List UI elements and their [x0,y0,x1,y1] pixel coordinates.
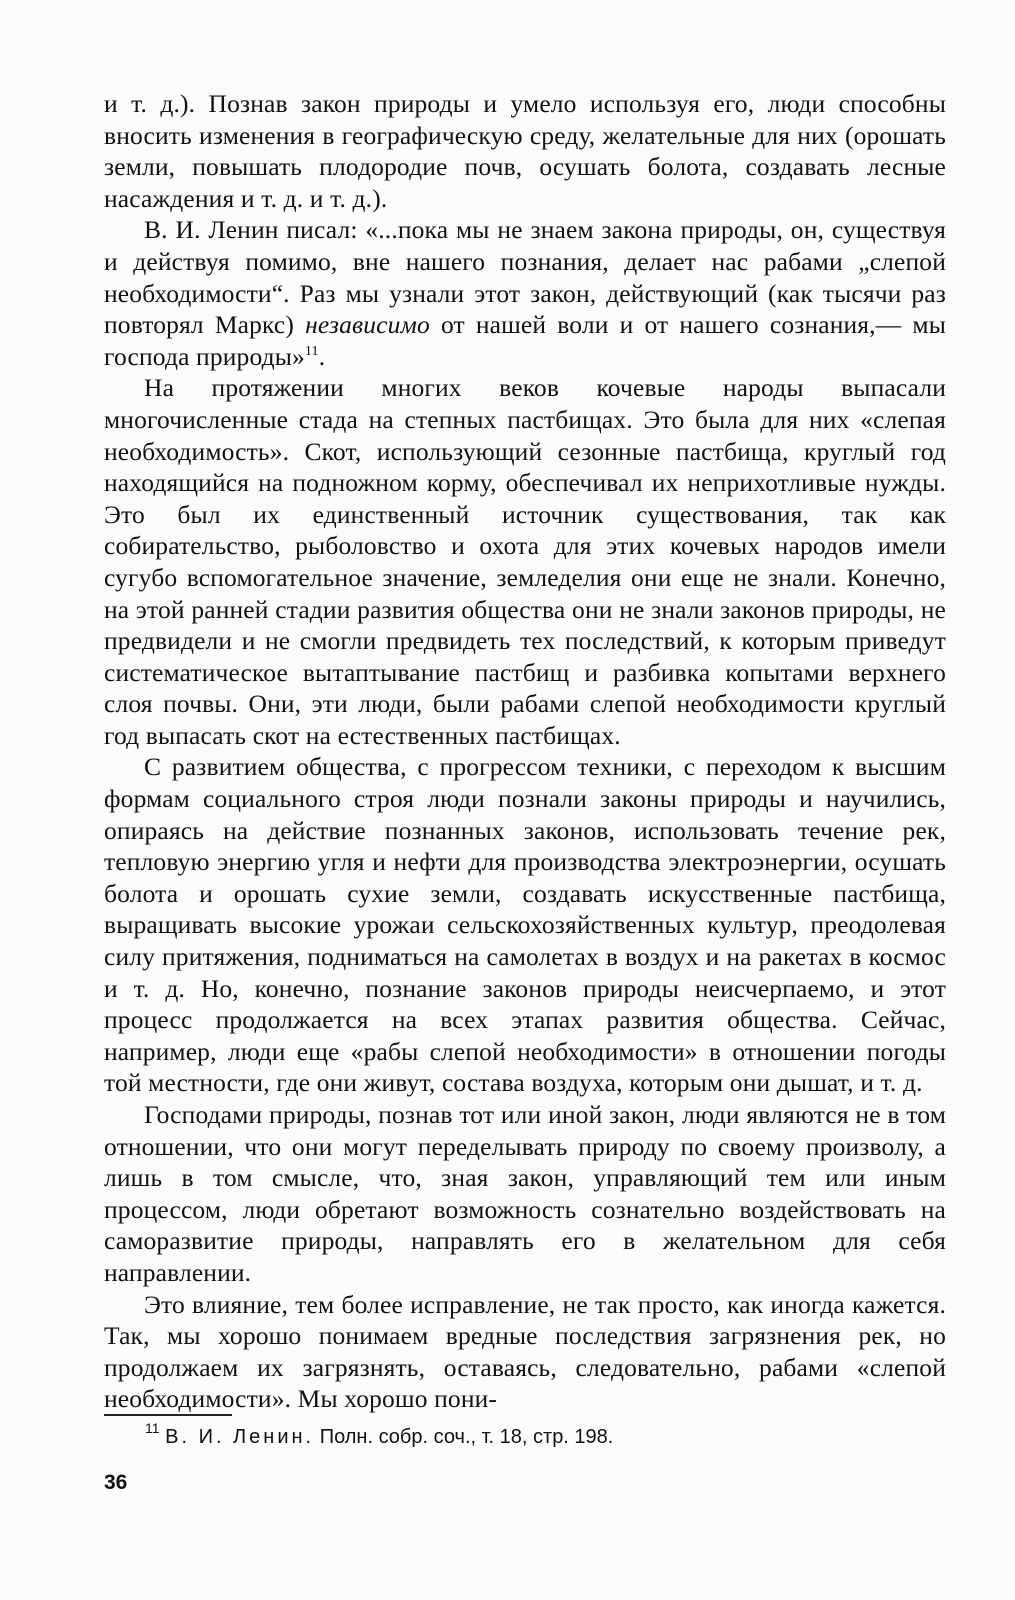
footnote-author: В. И. Ленин. [165,1426,315,1448]
paragraph-2 [104,214,946,372]
paragraph-3: На протяжении многих веков кочевые народы выпасали многочисленные стада на степных пастбищах. Это была для них «слепая необходимость». Скот, использующий сезонные пастбища, круглый год находящийся на подножном корму, обеспечивал их неприхотливые нужды. Это был их единственный источник существования, так как собирательство, рыболовство и охота для этих кочевых народов имели сугубо вспомогательное значение, земледелия они еще не знали. Конечно, на этой ранней стадии развития общества они не знали законов природы, не предвидели и не смогли предвидеть тех последствий, к которым приведут систематическое вытаптывание пастбищ и разбивка копытами верхнего слоя почвы. Они, эти люди, были рабами слепой необходимости круглый год выпасать скот на естественных пастбищах. [104,373,946,750]
paragraph-4: С развитием общества, с прогрессом техники, с переходом к высшим формам социального строя люди познали законы природы и научились, опираясь на действие познанных законов, использовать течение рек, тепловую энергию угля и нефти для производства электроэнергии, осушать болота и орошать сухие земли, создавать искусственные пастбища, выращивать высокие урожаи сельскохозяйственных культур, преодолевая силу притяжения, подниматься на самолетах в воздух и на ракетах в космос и т. д. Но, конечно, познание законов природы неисчерпаемо, и этот процесс продолжается на всех этапах развития общества. Сейчас, например, люди еще «рабы слепой необходимости» в отношении погоды той местности, где они живут, состава воздуха, которым они дышат, и т. д. [104,752,946,1098]
body-text [104,88,946,1415]
paragraph-6: Это влияние, тем более исправление, не так просто, как иногда кажется. Так, мы хорошо понимаем вредные последствия загрязнения рек, но продолжаем их загрязнять, оставаясь, следовательно, рабами «слепой необходимости». Мы хорошо пони- [104,1289,946,1414]
paragraph-2-end: . [318,341,326,371]
paragraph-5: Господами природы, познав тот или иной закон, люди являются не в том отношении, что они могут переделывать природу по своему произволу, а лишь в том смысле, что, зная закон, управляющий тем или иным процессом, люди обретают возможность сознательно воздействовать на саморазвитие природы, направлять его в желательном для себя направлении. [104,1100,946,1287]
page-number: 36 [104,1471,128,1494]
footnote-source: Полн. собр. соч., т. 18, стр. 198. [319,1426,614,1448]
paragraph-1: и т. д.). Познав закон природы и умело используя его, люди способны вносить изменения в географическую среду, желательные для них (орошать земли, повышать плодородие почв, осушать болота, создавать лесные насаждения и т. д. и т. д.). [104,89,946,213]
italic-word: независимо [305,310,430,340]
paragraph-2-text: В. И. Ленин писал: «...пока мы не знаем закона природы, он, существуя и действуя помимо, вне нашего познания, делает нас рабами „слепой необходимости“. Раз мы узнали этот закон, действующий (как тысячи раз повторял Маркс) [104,215,946,340]
paragraph-2-text-continued: от нашей воли и от нашего сознания,— мы господа природы» [104,310,946,371]
footnote-divider [104,1414,232,1416]
footnote-reference[interactable]: 11 [304,343,319,359]
footnote-number: 11 [145,1420,160,1436]
footnote [145,1420,614,1450]
